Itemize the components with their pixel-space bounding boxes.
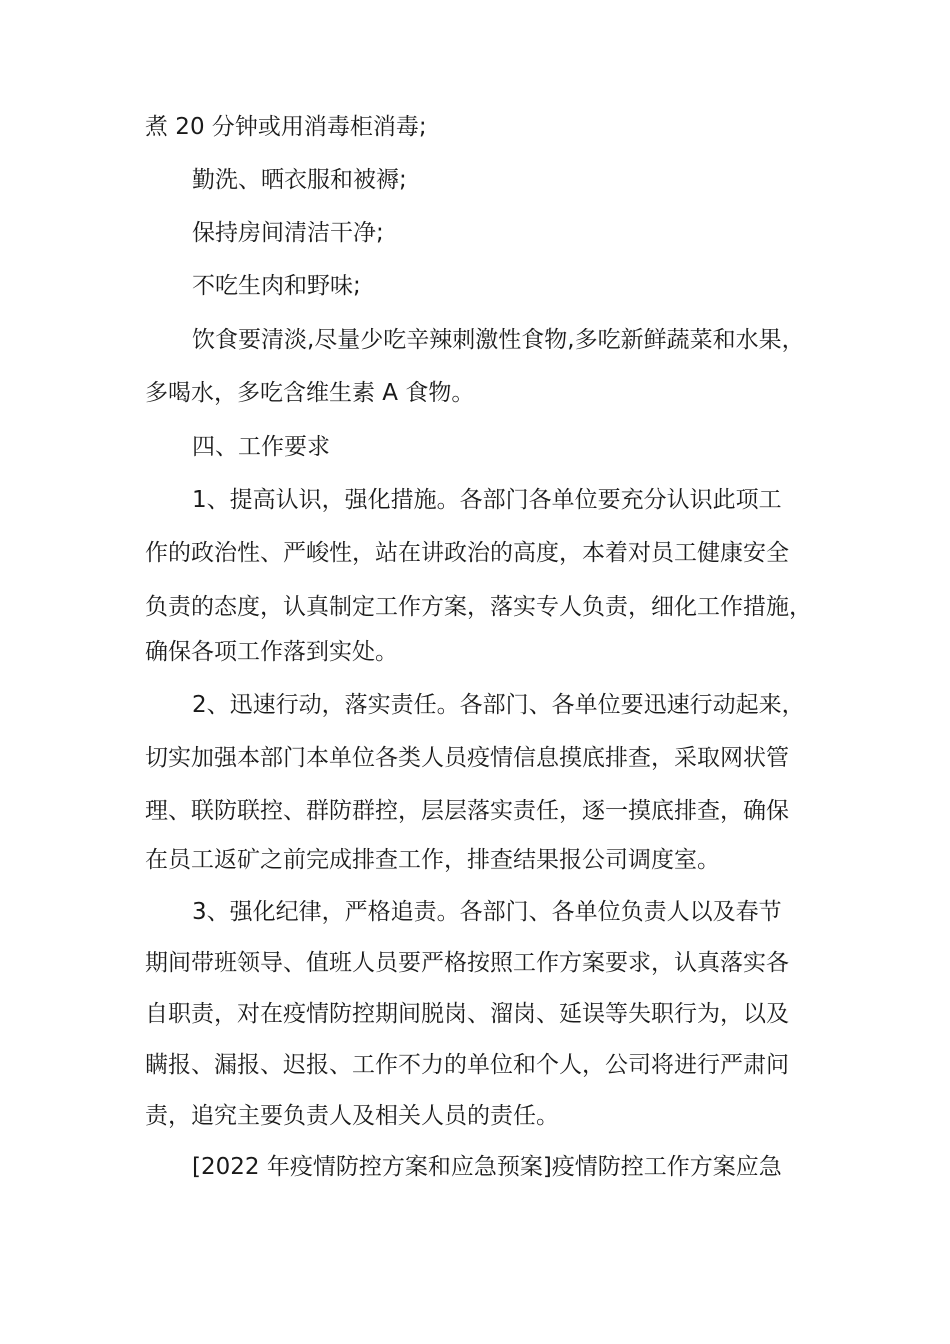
text-line: 作的政治性、严峻性，站在讲政治的高度，本着对员工健康安全 — [145, 540, 789, 566]
text-line: 在员工返矿之前完成排查工作，排查结果报公司调度室。 — [145, 847, 720, 873]
text-line: 多喝水，多吃含维生素 A 食物。 — [145, 380, 475, 406]
text-line: 2、迅速行动，落实责任。各部门、各单位要迅速行动起来， — [192, 692, 805, 718]
text-line: 煮 20 分钟或用消毒柜消毒; — [145, 114, 427, 140]
text-line: 切实加强本部门本单位各类人员疫情信息摸底排查，采取网状管 — [145, 745, 789, 771]
text-line: 勤洗、晒衣服和被褥; — [192, 167, 407, 193]
text-line: 饮食要清淡,尽量少吃辛辣刺激性食物,多吃新鲜蔬菜和水果， — [192, 327, 805, 353]
text-line: 3、强化纪律，严格追责。各部门、各单位负责人以及春节 — [192, 899, 782, 925]
text-line: 期间带班领导、值班人员要严格按照工作方案要求，认真落实各 — [145, 950, 789, 976]
text-line: 1、提高认识，强化措施。各部门各单位要充分认识此项工 — [192, 487, 782, 513]
text-line: 负责的态度，认真制定工作方案，落实专人负责，细化工作措施， — [145, 594, 812, 620]
text-line: 理、联防联控、群防群控，层层落实责任，逐一摸底排查，确保 — [145, 798, 789, 824]
section-heading: 四、工作要求 — [192, 434, 330, 460]
text-line: [2022 年疫情防控方案和应急预案]疫情防控工作方案应急 — [192, 1154, 782, 1180]
text-line: 自职责，对在疫情防控期间脱岗、溜岗、延误等失职行为，以及 — [145, 1001, 789, 1027]
text-line: 不吃生肉和野味; — [192, 273, 361, 299]
text-line: 责，追究主要负责人及相关人员的责任。 — [145, 1103, 559, 1129]
text-line: 确保各项工作落到实处。 — [145, 639, 398, 665]
text-line: 保持房间清洁干净; — [192, 220, 384, 246]
text-line: 瞒报、漏报、迟报、工作不力的单位和个人，公司将进行严肃问 — [145, 1052, 789, 1078]
